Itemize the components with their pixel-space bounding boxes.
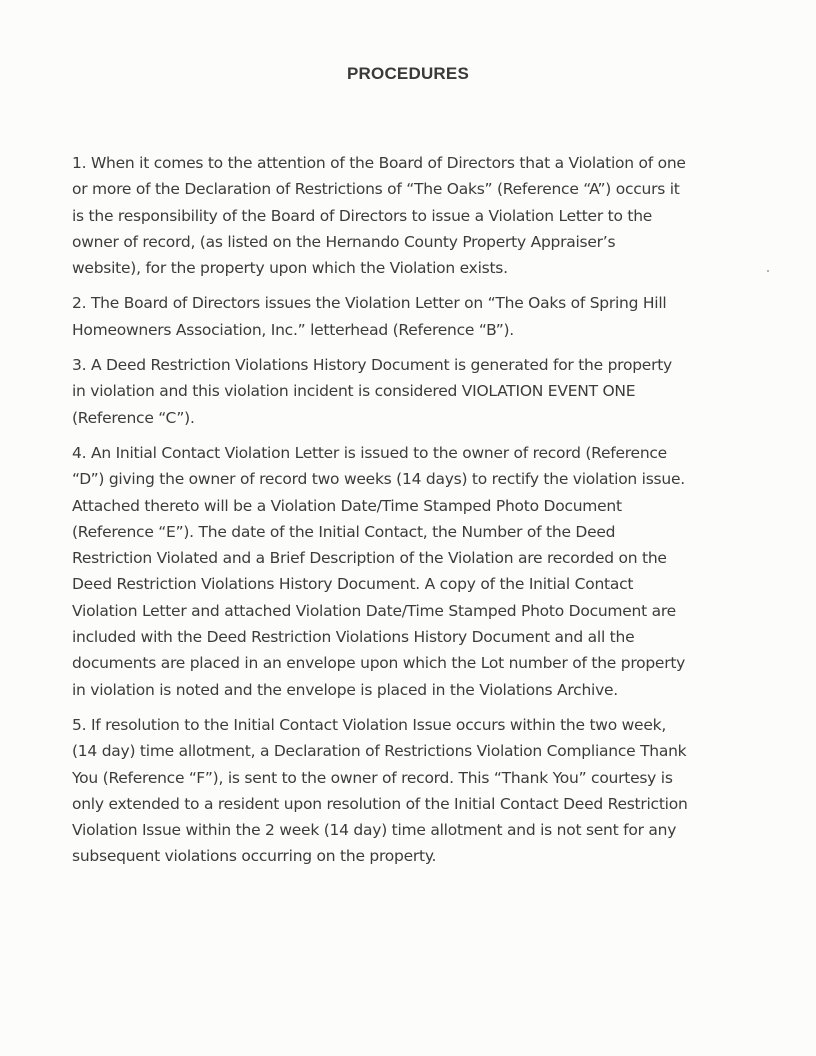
paragraph-line: Violation Letter and attached Violation Date/Time Stamped Photo Document are <box>72 601 676 620</box>
procedure-paragraph-2 <box>72 290 754 343</box>
procedures-body <box>72 150 754 879</box>
paragraph-line: subsequent violations occurring on the property. <box>72 847 437 866</box>
paragraph-line: or more of the Declaration of Restrictions of “The Oaks” (Reference “A”) occurs it <box>72 180 680 199</box>
paragraph-line: in violation and this violation incident is considered VIOLATION EVENT ONE <box>72 382 636 401</box>
paragraph-line: website), for the property upon which the Violation exists. <box>72 259 508 278</box>
page-title: PROCEDURES <box>347 64 469 83</box>
paragraph-line: 3. A Deed Restriction Violations History Document is generated for the property <box>72 356 672 375</box>
paragraph-line: (14 day) time allotment, a Declaration of Restrictions Violation Compliance Thank <box>72 742 687 761</box>
paragraph-line: only extended to a resident upon resolution of the Initial Contact Deed Restriction <box>72 794 688 813</box>
paragraph-line: 2. The Board of Directors issues the Violation Letter on “The Oaks of Spring Hill <box>72 294 667 313</box>
paragraph-line: Violation Issue within the 2 week (14 day) time allotment and is not sent for any <box>72 821 677 840</box>
scan-speck <box>767 270 769 272</box>
paragraph-line: in violation is noted and the envelope is placed in the Violations Archive. <box>72 680 618 699</box>
paragraph-line: documents are placed in an envelope upon which the Lot number of the property <box>72 654 686 673</box>
paragraph-line: (Reference “E”). The date of the Initial Contact, the Number of the Deed <box>72 522 616 541</box>
paragraph-line: included with the Deed Restriction Violations History Document and all the <box>72 628 635 647</box>
procedure-paragraph-3 <box>72 352 754 431</box>
paragraph-line: 5. If resolution to the Initial Contact Violation Issue occurs within the two week, <box>72 715 667 734</box>
paragraph-line: (Reference “C”). <box>72 408 195 427</box>
paragraph-line: Attached thereto will be a Violation Date/Time Stamped Photo Document <box>72 496 622 515</box>
paragraph-line: 4. An Initial Contact Violation Letter is issued to the owner of record (Reference <box>72 443 667 462</box>
paragraph-line: 1. When it comes to the attention of the Board of Directors that a Violation of one <box>72 154 686 172</box>
procedure-paragraph-1 <box>72 150 754 281</box>
paragraph-line: Restriction Violated and a Brief Description of the Violation are recorded on the <box>72 549 667 568</box>
paragraph-line: Deed Restriction Violations History Document. A copy of the Initial Contact <box>72 575 634 594</box>
paragraph-line: is the responsibility of the Board of Directors to issue a Violation Letter to the <box>72 206 653 225</box>
paragraph-line: owner of record, (as listed on the Hernando County Property Appraiser’s <box>72 232 616 251</box>
procedure-paragraph-4 <box>72 440 754 703</box>
procedure-paragraph-5 <box>72 712 754 870</box>
paragraph-line: “D”) giving the owner of record two weeks (14 days) to rectify the violation issue. <box>72 470 685 489</box>
paragraph-line: Homeowners Association, Inc.” letterhead (Reference “B”). <box>72 320 514 339</box>
paragraph-line: You (Reference “F”), is sent to the owner of record. This “Thank You” courtesy is <box>72 768 673 787</box>
